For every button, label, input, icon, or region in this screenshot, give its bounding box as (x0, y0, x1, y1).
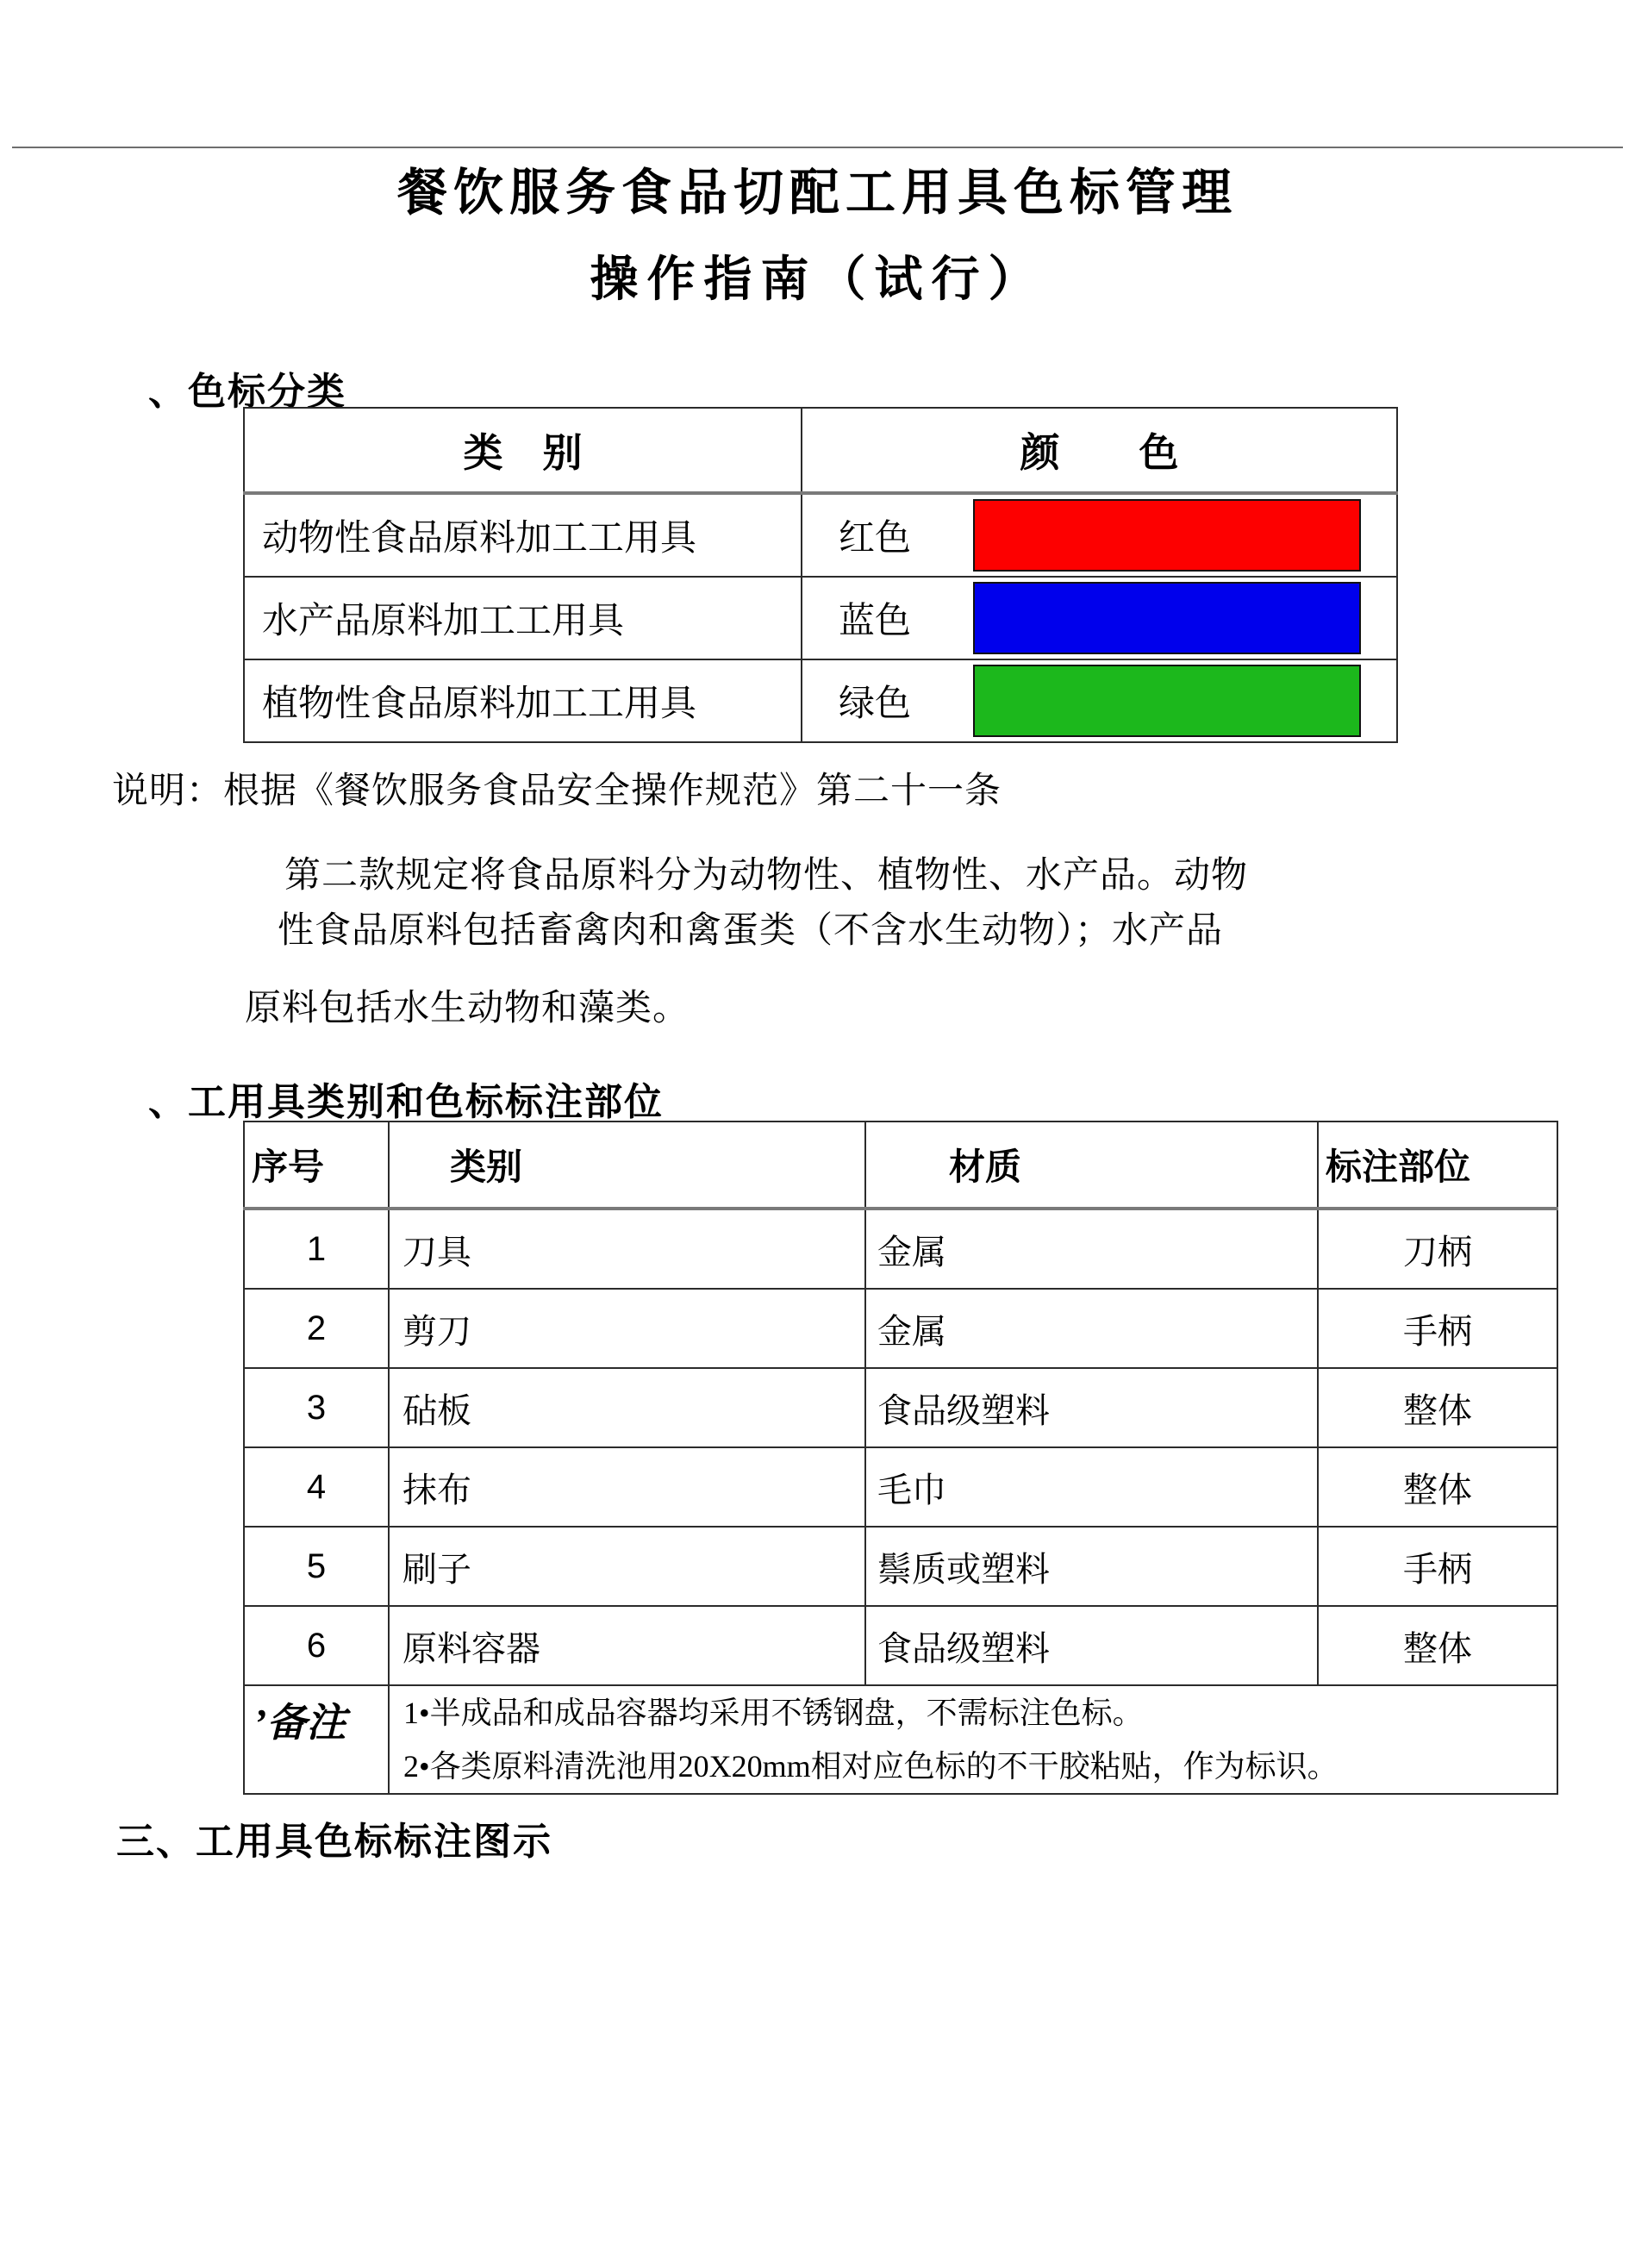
remark-body (389, 1685, 1557, 1794)
color-table-header-color: 颜 色 (802, 408, 1397, 493)
document-title-line1: 餐饮服务食品切配工用具色标管理 (396, 165, 1238, 221)
header-category: 类别 (389, 1122, 865, 1209)
cell-category: 刷子 (389, 1527, 865, 1606)
paragraph-line2: 性食品原料包括畜禽肉和禽蛋类（不含水生动物）；水产品 (278, 909, 1224, 950)
remark-line2: 2•各类原料清洗池用20X20mm相对应色标的不干胶粘贴，作为标识。 (403, 1749, 1339, 1784)
cell-position: 手柄 (1318, 1289, 1557, 1368)
color-name-red: 红色 (839, 519, 912, 559)
cell-material: 毛巾 (865, 1447, 1318, 1527)
cell-category: 原料容器 (389, 1606, 865, 1685)
header-marking-position: 标注部位 (1318, 1122, 1557, 1209)
red-color-swatch (973, 499, 1361, 572)
cell-material: 金属 (865, 1209, 1318, 1289)
table-row (244, 1289, 1557, 1368)
table-row (244, 493, 1397, 577)
paragraph-line1: 第二款规定将食品原料分为动物性、植物性、水产品。动物 (284, 854, 1249, 895)
color-classification-table (243, 407, 1398, 743)
cell-no: 2 (244, 1289, 389, 1368)
color-name-green: 绿色 (839, 684, 912, 724)
cell-category: 刀具 (389, 1209, 865, 1289)
utensil-category-table (243, 1121, 1558, 1795)
cell-category: 剪刀 (389, 1289, 865, 1368)
cell-no: 5 (244, 1527, 389, 1606)
table-row (244, 1606, 1557, 1685)
table-row (244, 659, 1397, 742)
remark-line1: 1•半成品和成品容器均采用不锈钢盘，不需标注色标。 (403, 1696, 1144, 1730)
top-divider-line (12, 147, 1623, 148)
cell-material: 食品级塑料 (865, 1368, 1318, 1447)
cell-position: 整体 (1318, 1606, 1557, 1685)
table-row (244, 1527, 1557, 1606)
cell-position: 整体 (1318, 1447, 1557, 1527)
cell-material: 鬃质或塑料 (865, 1527, 1318, 1606)
color-name-blue: 蓝色 (839, 602, 912, 641)
section3-heading: 三、工用具色标标注图示 (116, 1821, 552, 1863)
remark-label: ’备注 (244, 1685, 389, 1794)
cell-no: 6 (244, 1606, 389, 1685)
cell-position: 手柄 (1318, 1527, 1557, 1606)
blue-color-swatch (973, 582, 1361, 654)
remark-row (244, 1685, 1557, 1794)
color-cell-green (802, 659, 1397, 742)
cell-material: 金属 (865, 1289, 1318, 1368)
table-row (244, 1368, 1557, 1447)
cell-category: 砧板 (389, 1368, 865, 1447)
table-row (244, 1209, 1557, 1289)
paragraph-line3: 原料包括水生动物和藻类。 (245, 987, 690, 1028)
category-plant: 植物性食品原料加工工用具 (244, 659, 802, 742)
cell-position: 刀柄 (1318, 1209, 1557, 1289)
header-material: 材质 (865, 1122, 1318, 1209)
cell-material: 食品级塑料 (865, 1606, 1318, 1685)
section1-heading: 、色标分类 (148, 371, 346, 413)
cell-no: 4 (244, 1447, 389, 1527)
document-title-line2: 操作指南（试行） (590, 252, 1045, 306)
color-cell-red (802, 493, 1397, 577)
header-serial-no: 序号 (244, 1122, 389, 1209)
utensil-table-header-row (244, 1122, 1557, 1209)
category-animal: 动物性食品原料加工工用具 (244, 493, 802, 577)
color-table-header-row (244, 408, 1397, 493)
table-row (244, 577, 1397, 659)
category-aquatic: 水产品原料加工工用具 (244, 577, 802, 659)
cell-no: 1 (244, 1209, 389, 1289)
cell-position: 整体 (1318, 1368, 1557, 1447)
cell-category: 抹布 (389, 1447, 865, 1527)
explanation-line: 说明：根据《餐饮服务食品安全操作规范》第二十一条 (112, 770, 1002, 810)
color-table-header-category: 类 别 (244, 408, 802, 493)
cell-no: 3 (244, 1368, 389, 1447)
green-color-swatch (973, 665, 1361, 737)
color-cell-blue (802, 577, 1397, 659)
table-row (244, 1447, 1557, 1527)
section2-heading: 、工用具类别和色标标注部位 (148, 1081, 664, 1123)
